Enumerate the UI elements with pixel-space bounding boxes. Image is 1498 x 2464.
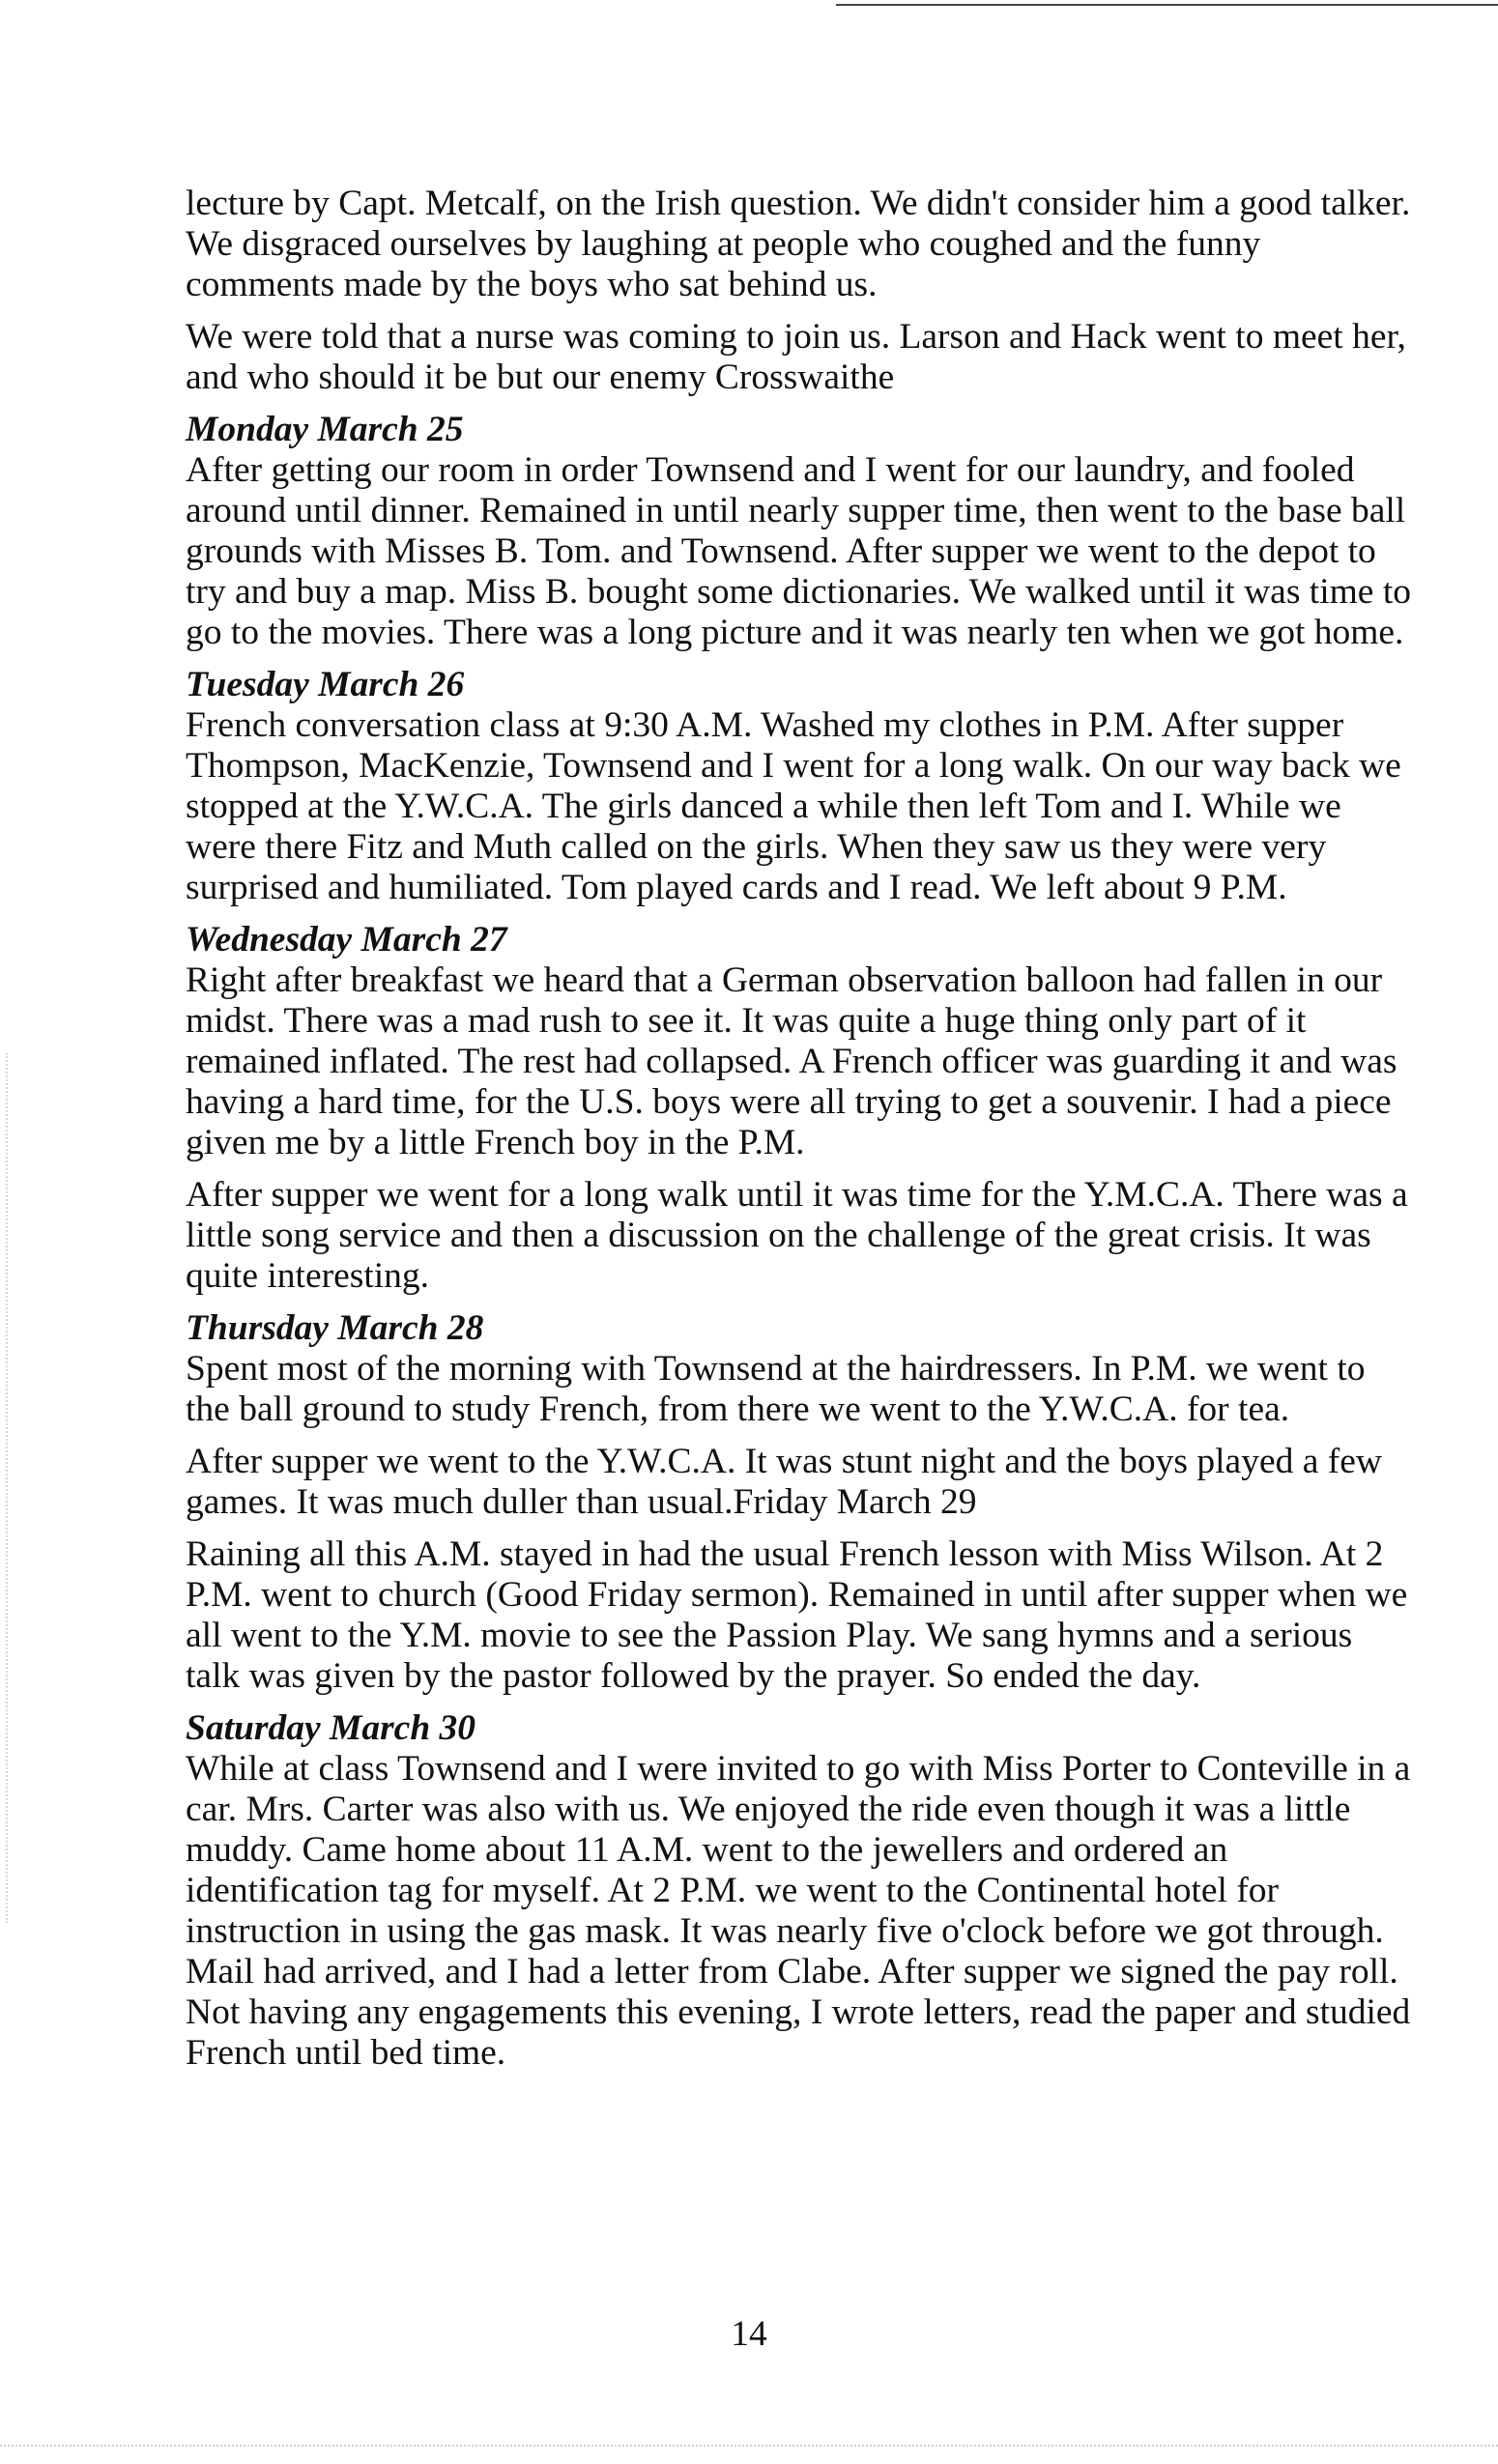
entry-text-saturday: While at class Townsend and I were invited to go with Miss Porter to Conteville in a car. Mrs. Carter was also with us. We enjoyed the ride even though it was a little muddy. Came home about 11 A.M. went to the jewellers and ordered an identification tag for myself. At 2 P.M. we went to the Continental hotel for instruction in using the gas mask. It was nearly five o'clock before we got through. Mail had arrived, and I had a letter from Clabe. After supper we signed the pay roll. Not having any engagements this evening, I wrote letters, read the paper and studied French until bed time. — [186, 1749, 1411, 2073]
entry-text-friday: Raining all this A.M. stayed in had the usual French lesson with Miss Wilson. At 2 P.M. went to church (Good Friday sermon). Remained in until after supper when we all went to the Y.M. movie to see the Passion Play. We sang hymns and a serious talk was given by the pastor followed by the prayer. So ended the day. — [186, 1534, 1408, 1696]
entry-text-tuesday: French conversation class at 9:30 A.M. Washed my clothes in P.M. After supper Thompson, MacKenzie, Townsend and I went for a long walk. On our way back we stopped at the Y.W.C.A. The girls danced a while then left Tom and I. While we were there Fitz and Muth called on the girls. When they saw us they were very surprised and humiliated. Tom played cards and I read. We left about 9 P.M. — [186, 705, 1401, 907]
entry-heading-wednesday: Wednesday March 27 — [186, 920, 507, 960]
entry-text-thursday: Spent most of the morning with Townsend at the hairdressers. In P.M. we went to the ball ground to study French, from there we went to the Y.W.C.A. for tea. — [186, 1349, 1366, 1429]
paragraph-nurse-arrival: We were told that a nurse was coming to join us. Larson and Hack went to meet her, and who should it be but our enemy Crosswaithe — [186, 317, 1406, 397]
page-body — [186, 184, 1413, 2085]
entry-text-monday: After getting our room in order Townsend and I went for our laundry, and fooled around until dinner. Remained in until nearly supper time, then went to the base ball grounds with Misses B. Tom. and Townsend. After supper we went to the depot to try and buy a map. Miss B. bought some dictionaries. We walked until it was time to go to the movies. There was a long picture and it was nearly ten when we got home. — [186, 450, 1411, 652]
entry-text-thursday-evening: After supper we went to the Y.W.C.A. It was stunt night and the boys played a few games. It was much duller than usual.Friday March 29 — [186, 1442, 1382, 1522]
entry-text-wednesday: Right after breakfast we heard that a German observation balloon had fallen in our midst. There was a mad rush to see it. It was quite a huge thing only part of it remained inflated. The rest had collapsed. A French officer was guarding it and was having a hard time, for the U.S. boys were all trying to get a souvenir. I had a piece given me by a little French boy in the P.M. — [186, 960, 1397, 1162]
paragraph-intro: lecture by Capt. Metcalf, on the Irish question. We didn't consider him a good talker. We disgraced ourselves by laughing at people who coughed and the funny comments made by the boys who sat behind us. — [186, 184, 1411, 304]
entry-text-wednesday-evening: After supper we went for a long walk until it was time for the Y.M.C.A. There was a little song service and then a discussion on the challenge of the great crisis. It was quite interesting. — [186, 1175, 1408, 1296]
scan-bottom-dots — [0, 2445, 1498, 2447]
entry-heading-tuesday: Tuesday March 26 — [186, 665, 465, 704]
entry-heading-thursday: Thursday March 28 — [186, 1308, 484, 1348]
entry-heading-saturday: Saturday March 30 — [186, 1708, 476, 1748]
page-number: 14 — [731, 2314, 767, 2354]
scan-margin-dots — [6, 1053, 8, 1923]
entry-heading-monday: Monday March 25 — [186, 410, 464, 449]
top-rule — [836, 4, 1498, 6]
